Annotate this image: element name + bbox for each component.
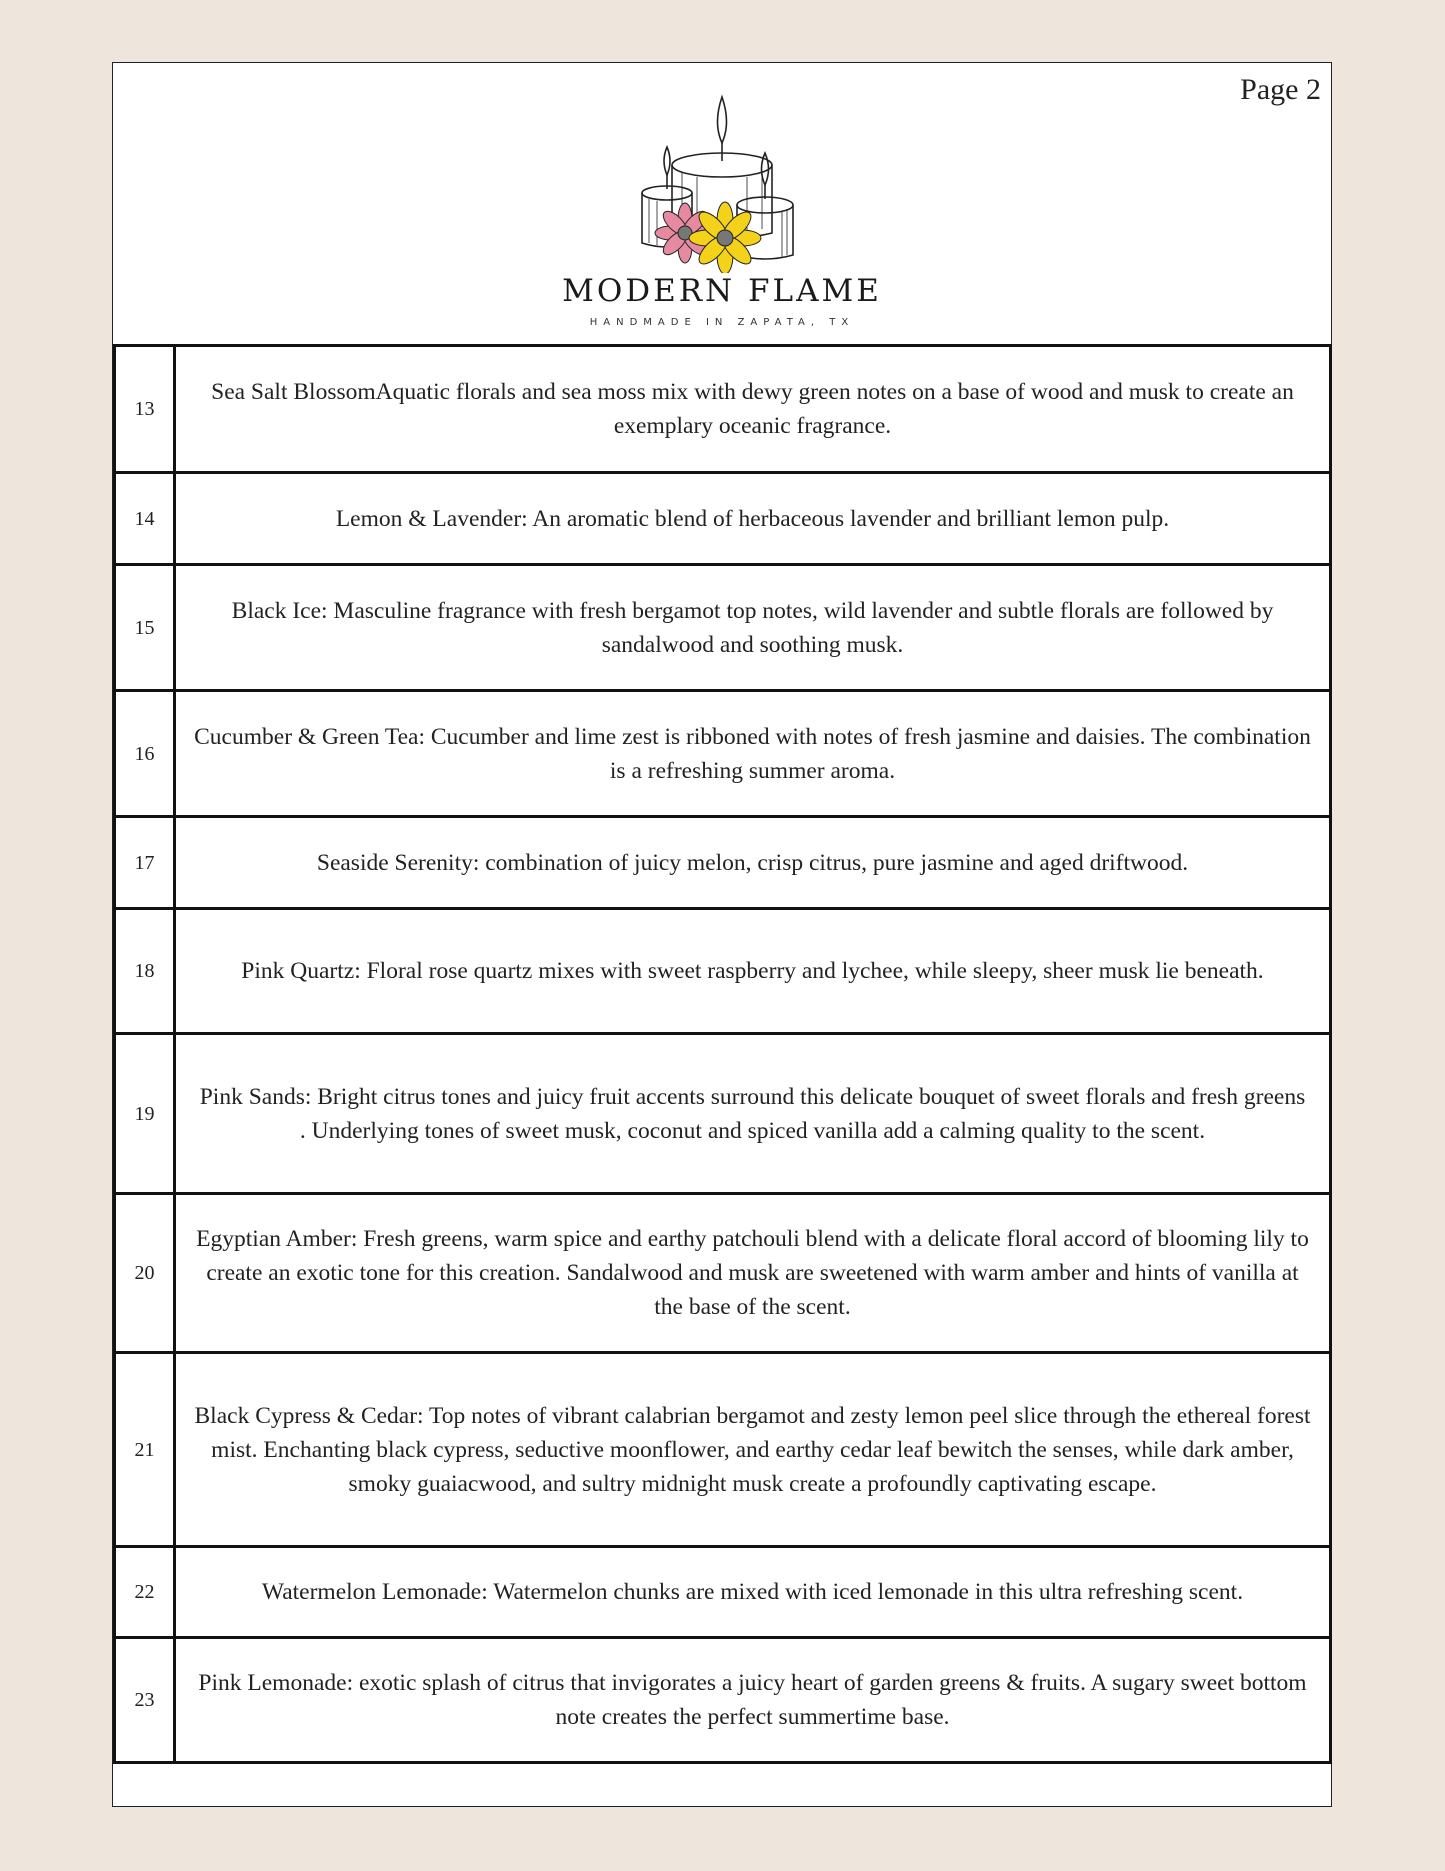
- candles-with-flowers-logo-icon: [637, 93, 807, 273]
- page-number: Page 2: [1240, 73, 1321, 106]
- table-row: [115, 346, 1331, 473]
- table-row: [115, 817, 1331, 909]
- table-row: [115, 691, 1331, 817]
- scent-description: Pink Lemonade: exotic splash of citrus that invigorates a juicy heart of garden greens & fruits. A sugary sweet bottom note creates the perfect summertime base.: [175, 1638, 1331, 1763]
- brand-tagline: HANDMADE IN ZAPATA, TX: [589, 317, 855, 328]
- scent-description: Black Cypress & Cedar: Top notes of vibrant calabrian bergamot and zesty lemon peel slice through the ethereal forest mist. Enchanting black cypress, seductive moonflower, and earthy cedar leaf bewitch the senses, while dark amber, smoky guaiacwood, and sultry midnight musk create a profoundly captivating escape.: [175, 1353, 1331, 1547]
- table-row: [115, 1353, 1331, 1547]
- scent-description: Seaside Serenity: combination of juicy melon, crisp citrus, pure jasmine and aged driftwood.: [175, 817, 1331, 909]
- scent-description: Pink Quartz: Floral rose quartz mixes with sweet raspberry and lychee, while sleepy, sheer musk lie beneath.: [175, 909, 1331, 1034]
- scent-description: Watermelon Lemonade: Watermelon chunks are mixed with iced lemonade in this ultra refreshing scent.: [175, 1547, 1331, 1638]
- scent-number: 23: [115, 1638, 175, 1763]
- table-row: [115, 1638, 1331, 1763]
- brand-logo: [113, 93, 1331, 328]
- scent-number: 18: [115, 909, 175, 1034]
- table-row: [115, 1034, 1331, 1194]
- scent-description: Pink Sands: Bright citrus tones and juicy fruit accents surround this delicate bouquet of sweet florals and fresh greens . Underlying tones of sweet musk, coconut and spiced vanilla add a calming quality to the scent.: [175, 1034, 1331, 1194]
- table-row: [115, 473, 1331, 565]
- table-row: [115, 909, 1331, 1034]
- scent-description: Black Ice: Masculine fragrance with fresh bergamot top notes, wild lavender and subtle florals are followed by sandalwood and soothing musk.: [175, 565, 1331, 691]
- scent-number: 22: [115, 1547, 175, 1638]
- brand-name: MODERN FLAME: [562, 273, 882, 309]
- scent-number: 14: [115, 473, 175, 565]
- scent-number: 15: [115, 565, 175, 691]
- scent-number: 19: [115, 1034, 175, 1194]
- table-row: [115, 1194, 1331, 1353]
- scent-description: Lemon & Lavender: An aromatic blend of herbaceous lavender and brilliant lemon pulp.: [175, 473, 1331, 565]
- scent-description: Cucumber & Green Tea: Cucumber and lime zest is ribboned with notes of fresh jasmine and daisies. The combination is a refreshing summer aroma.: [175, 691, 1331, 817]
- document-page: [112, 62, 1332, 1807]
- scent-number: 21: [115, 1353, 175, 1547]
- table-row: [115, 1547, 1331, 1638]
- scent-number: 16: [115, 691, 175, 817]
- scent-description: Egyptian Amber: Fresh greens, warm spice and earthy patchouli blend with a delicate floral accord of blooming lily to create an exotic tone for this creation. Sandalwood and musk are sweetened with warm amber and hints of vanilla at the base of the scent.: [175, 1194, 1331, 1353]
- scent-number: 17: [115, 817, 175, 909]
- scent-table: [113, 344, 1332, 1764]
- scent-number: 13: [115, 346, 175, 473]
- table-row: [115, 565, 1331, 691]
- scent-description: Sea Salt BlossomAquatic florals and sea moss mix with dewy green notes on a base of wood and musk to create an exemplary oceanic fragrance.: [175, 346, 1331, 473]
- scent-number: 20: [115, 1194, 175, 1353]
